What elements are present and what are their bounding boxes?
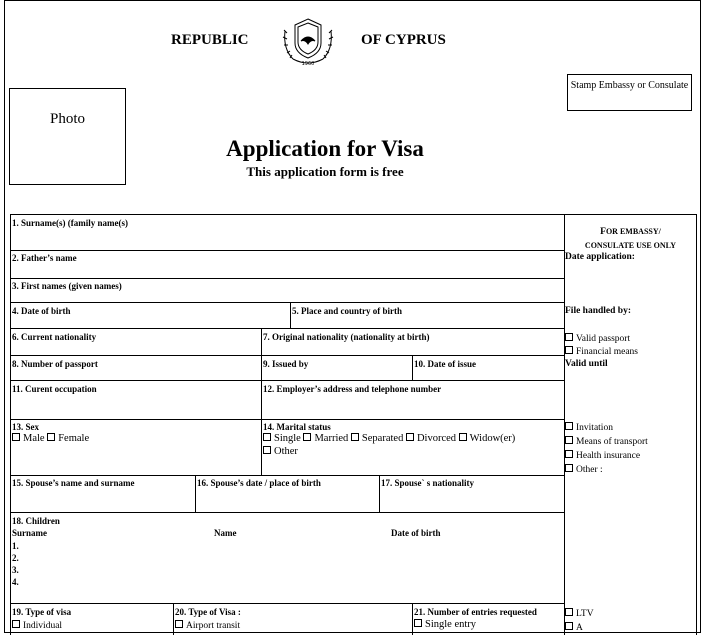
date-application-label: Date application: xyxy=(565,252,635,262)
other-option[interactable] xyxy=(263,446,298,457)
single-option-label: Single xyxy=(274,433,301,444)
sex-options xyxy=(12,433,89,444)
children-name-header: Name xyxy=(214,528,237,538)
embassy-heading-line1: OR EMBASSY/ xyxy=(605,227,661,236)
stamp-label: Stamp Embassy or Consulate xyxy=(570,80,689,91)
valid-passport-checkbox[interactable] xyxy=(565,333,573,341)
health-insurance-checkbox[interactable] xyxy=(565,450,573,458)
single-checkbox[interactable] xyxy=(263,433,271,441)
separated-option-label: Separated xyxy=(361,433,404,444)
other-sidebar-checkbox[interactable] xyxy=(565,464,573,472)
male-option-label: Male xyxy=(23,433,45,444)
health-insurance-label: Health insurance xyxy=(576,451,641,461)
children-row: 4. xyxy=(12,577,19,587)
airport-transit-option[interactable] xyxy=(175,620,240,631)
married-option[interactable] xyxy=(303,433,348,444)
marital-status-label: 14. Marital status xyxy=(263,422,331,432)
stamp-box xyxy=(567,74,692,111)
employer-address-label: 12. Employer’s address and telephone number xyxy=(263,384,442,394)
female-option[interactable] xyxy=(47,433,89,444)
single-entry-option-label: Single entry xyxy=(425,619,477,630)
female-option-label: Female xyxy=(58,433,90,444)
ltv-label: LTV xyxy=(576,609,594,619)
married-option-label: Married xyxy=(314,433,349,444)
page-subtitle: This application form is free xyxy=(246,164,404,179)
a-label: A xyxy=(576,623,583,633)
country-name-right: OF CYPRUS xyxy=(361,32,446,48)
country-name-left: REPUBLIC xyxy=(171,32,249,48)
children-surname-header: Surname xyxy=(12,528,48,538)
occupation-label: 11. Curent occupation xyxy=(12,384,97,394)
separated-checkbox[interactable] xyxy=(351,433,359,441)
spouse-nationality-label: 17. Spouse` s nationality xyxy=(381,478,475,488)
visa-kind-label: 20. Type of Visa : xyxy=(175,607,241,617)
male-option[interactable] xyxy=(12,433,45,444)
date-of-birth-label: 4. Date of birth xyxy=(12,306,71,316)
file-handled-label: File handled by: xyxy=(565,306,631,316)
means-transport-label: Means of transport xyxy=(576,437,648,447)
svg-text:1960: 1960 xyxy=(301,61,315,67)
children-row: 3. xyxy=(12,565,19,575)
individual-option[interactable] xyxy=(12,620,62,631)
embassy-use-heading xyxy=(565,225,696,253)
photo-label: Photo xyxy=(49,111,85,127)
current-nationality-label: 6. Current nationality xyxy=(12,332,97,342)
passport-number-label: 8. Number of passport xyxy=(12,359,98,369)
a-option[interactable] xyxy=(565,622,583,633)
surname-label: 1. Surname(s) (family name(s) xyxy=(12,218,128,228)
valid-passport-option[interactable] xyxy=(565,333,630,344)
financial-means-option[interactable] xyxy=(565,346,638,357)
airport-transit-option-label: Airport transit xyxy=(186,621,241,631)
other-sidebar-option[interactable] xyxy=(565,464,603,475)
financial-means-label: Financial means xyxy=(576,347,638,357)
valid-passport-label: Valid passport xyxy=(576,334,631,344)
divorced-checkbox[interactable] xyxy=(406,433,414,441)
date-of-issue-label: 10. Date of issue xyxy=(414,359,476,369)
place-of-birth-label: 5. Place and country of birth xyxy=(292,306,402,316)
children-dob-header: Date of birth xyxy=(391,528,441,538)
a-checkbox[interactable] xyxy=(565,622,573,630)
means-transport-option[interactable] xyxy=(565,436,648,447)
entries-label: 21. Number of entries requested xyxy=(414,607,537,617)
children-label: 18. Children xyxy=(12,516,60,526)
widow-option[interactable] xyxy=(459,433,516,444)
cyprus-coat-of-arms-icon xyxy=(275,9,341,69)
single-option[interactable] xyxy=(263,433,301,444)
other-option-label: Other xyxy=(274,446,298,457)
ltv-checkbox[interactable] xyxy=(565,608,573,616)
invitation-checkbox[interactable] xyxy=(565,422,573,430)
male-checkbox[interactable] xyxy=(12,433,20,441)
health-insurance-option[interactable] xyxy=(565,450,640,461)
single-entry-option[interactable] xyxy=(414,619,476,630)
other-sidebar-label: Other : xyxy=(576,465,603,475)
sex-label: 13. Sex xyxy=(12,422,39,432)
invitation-option[interactable] xyxy=(565,422,613,433)
issued-by-label: 9. Issued by xyxy=(263,359,309,369)
valid-until-label: Valid until xyxy=(565,359,608,369)
original-nationality-label: 7. Original nationality (nationality at birth) xyxy=(263,332,430,342)
first-names-label: 3. First names (given names) xyxy=(12,281,122,291)
widow-option-label: Widow(er) xyxy=(469,433,516,444)
married-checkbox[interactable] xyxy=(303,433,311,441)
means-transport-checkbox[interactable] xyxy=(565,436,573,444)
embassy-heading-initial: F xyxy=(600,227,606,237)
page-title: Application for Visa xyxy=(226,136,424,161)
spouse-birth-label: 16. Spouse’s date / place of birth xyxy=(197,478,321,488)
divorced-option[interactable] xyxy=(406,433,456,444)
separated-option[interactable] xyxy=(351,433,403,444)
female-checkbox[interactable] xyxy=(47,433,55,441)
visa-type-label: 19. Type of visa xyxy=(12,607,72,617)
embassy-heading-line2: CONSULATE USE ONLY xyxy=(584,241,677,250)
fathers-name-label: 2. Father’s name xyxy=(12,253,77,263)
marital-status-options xyxy=(263,433,515,444)
financial-means-checkbox[interactable] xyxy=(565,346,573,354)
airport-transit-checkbox[interactable] xyxy=(175,620,183,628)
individual-option-label: Individual xyxy=(23,621,63,631)
spouse-name-label: 15. Spouse’s name and surname xyxy=(12,478,135,488)
single-entry-checkbox[interactable] xyxy=(414,619,422,627)
children-row: 1. xyxy=(12,541,19,551)
widow-checkbox[interactable] xyxy=(459,433,467,441)
invitation-label: Invitation xyxy=(576,423,613,433)
children-row: 2. xyxy=(12,553,19,563)
photo-box xyxy=(9,88,126,185)
other-checkbox[interactable] xyxy=(263,446,271,454)
individual-checkbox[interactable] xyxy=(12,620,20,628)
ltv-option[interactable] xyxy=(565,608,594,619)
divorced-option-label: Divorced xyxy=(416,433,457,444)
